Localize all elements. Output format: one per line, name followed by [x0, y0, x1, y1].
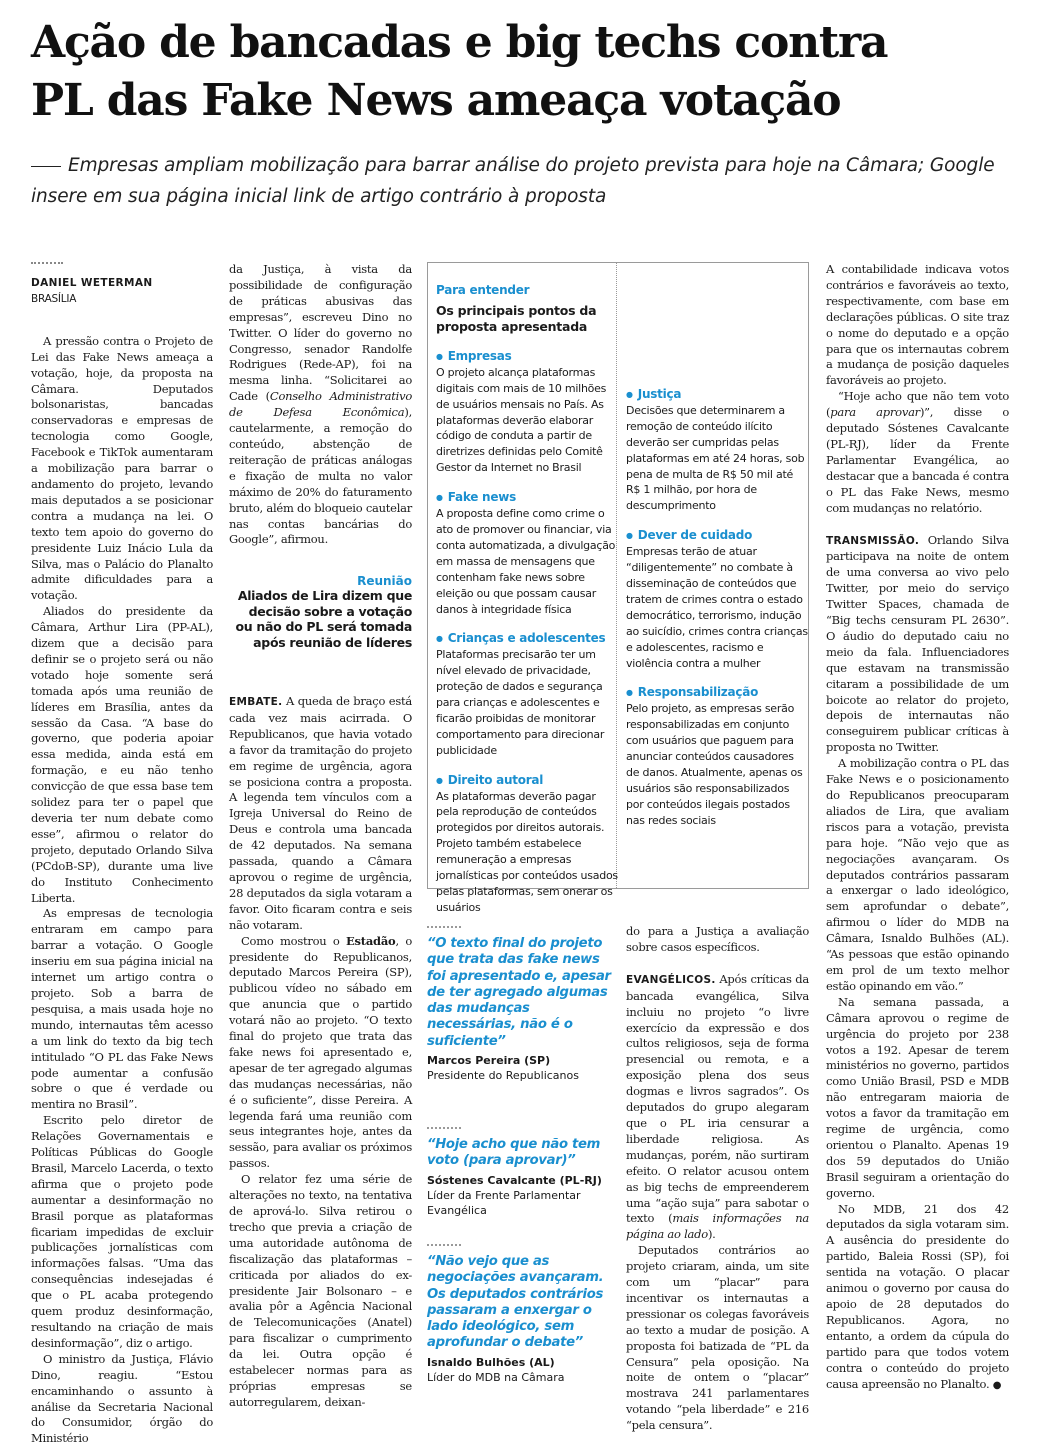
text-run-italic: para aprovar [830, 405, 920, 420]
text-run: , o presidente do Republicanos, deputado Marcos Pereira (SP), publicou vídeo no sábado em que anuncia que o partido votará não ao projeto. “O texto final do projeto que trata das fake news foi apresentado e, apesar de ter agregado algumas das mudanças necessárias, não é o suficiente”, disse Pereira. A legenda fará uma reunião com seus integrantes hoje, antes da sessão, para avaliar os próximos passos. [229, 933, 412, 1171]
column-2-top [229, 262, 412, 568]
paragraph: do para a Justiça a avaliação sobre casos específicos. [626, 924, 809, 954]
paragraph [826, 389, 1009, 516]
headline-line-2: PL das Fake News ameaça votação [31, 75, 841, 126]
column-2-bottom [229, 694, 412, 1432]
box-column-right [626, 269, 808, 829]
box-title: Os principais pontos da proposta apresentada [436, 302, 597, 334]
quote-role: Líder da Frente Parlamentar Evangélica [427, 1188, 581, 1217]
paragraph: O relator fez uma série de alterações no texto, na tentativa de aprová-lo. Silva retirou o trecho que previa a criação de uma autoridade autônoma de fiscalização das plataformas – criticada por aliados do ex-presidente Jair Bolsonaro – e avalia pôr a Agência Nacional de Telecomunicações (Anatel) para fiscalizar o cumprimento da lei. Outra opção é estabelecer normas para as próprias empresas se autorregularem, deixan- [229, 1172, 412, 1409]
box-section-text: O projeto alcança plataformas digitais com mais de 10 milhões de usuários mensais no País. As plataformas deverão elaborar código de conduta a partir de diretrizes definidas pelo Comitê Gestor da Internet no Brasil [436, 365, 607, 475]
box-section-title: ● Crianças e adolescentes [436, 631, 618, 647]
kicker-transmissao: TRANSMISSÃO. [826, 534, 920, 547]
deck-text: Empresas ampliam mobilização para barrar análise do projeto prevista para hoje na Câmara; Google insere em sua página inicial link de artigo contrário à proposta [31, 155, 995, 207]
quote-text: “Não vejo que as negociações avançaram. Os deputados contrários passaram a enxergar o lado ideológico, sem aprofundar o debate” [427, 1254, 604, 1351]
text-run: ). [707, 1227, 716, 1242]
paragraph: A pressão contra o Projeto de Lei das Fake News ameaça a votação, hoje, da proposta na Câmara. Deputados bolsonaristas, bancadas conservadoras e empresas de tecnologia como Google, Facebook e TikTok aumentaram a mobilização para barrar o andamento do projeto, levando mais deputados a se posicionar contra a mudança na lei. O texto tem apoio do governo do presidente Luiz Inácio Lula da Silva, mas o Palácio do Planalto admite dificuldades para a votação. [31, 333, 213, 603]
quote-author: Isnaldo Bulhões (AL) [427, 1355, 555, 1369]
byline-author: DANIEL WETERMAN [31, 277, 153, 289]
end-mark-icon: ● [992, 1379, 1002, 1391]
paragraph: O ministro da Justiça, Flávio Dino, reagiu. “Estou encaminhando o assunto à análise da Secretaria Nacional do Consumidor, órgão do Ministério [31, 1351, 213, 1446]
column-1 [31, 262, 213, 1446]
box-section-text: Empresas terão de atuar “diligentemente” no combate à disseminação de conteúdos que tratem de crimes contra o estado democrático, terrorismo, indução ao suicídio, crimes contra crianças e adolescentes, racismo e violência contra a mulher [626, 545, 808, 670]
paragraph [826, 1202, 1009, 1394]
box-section-text: Decisões que determinarem a remoção de conteúdo ilícito deverão ser cumpridas pelas plataformas em até 24 horas, sob pena de multa de R$ 50 mil até R$ 1 milhão, por hora de descumprimento [626, 403, 805, 513]
quote-dots [427, 1127, 461, 1129]
info-box-para-entender [427, 262, 809, 914]
quote-author: Sóstenes Cavalcante (PL-RJ) [427, 1173, 602, 1187]
box-section-text: As plataformas deverão pagar pela reprodução de conteúdos protegidos por direitos autorais. Projeto também estabelece remuneração a empresas jornalísticas por conteúdos usados pelas plataformas, sem onerar os usuários [436, 789, 618, 914]
text-run: “Hoje acho que não tem voto ( [826, 389, 1009, 420]
box-section-title: ● Empresas [436, 349, 618, 365]
box-section-title: ● Justiça [626, 387, 808, 403]
paragraph [229, 262, 412, 548]
paragraph: As empresas de tecnologia entraram em campo para barrar a votação. O Google inseriu em sua página inicial na internet um artigo contra o projeto. Sob a barra de pesquisa, a mais usada hoje no mundo, internautas têm acesso a um link do texto da big tech intitulado “O PL das Fake News pode aumentar a confusão sobre o que é verdade ou mentira no Brasil”. [31, 906, 213, 1112]
paragraph: Escrito pelo diretor de Relações Governamentais e Políticas Públicas do Google Brasil, Marcelo Lacerda, o texto afirma que o projeto pode aumentar a desinformação no Brasil porque as plataformas ficariam impedidas de excluir publicações jornalísticas com informações falsas. “Uma das consequências indesejadas é que o PL acaba protegendo quem produz desinformação, resultando na criação de mais desinformação”, diz o artigo. [31, 1113, 213, 1350]
byline-dots [31, 262, 63, 264]
text-run: Após críticas da bancada evangélica, Silva incluiu no projeto “o livre exercício da expressão e dos cultos religiosos, seja de forma presencial ou remota, e a exposição plena dos seus dogmas e livros sagrados”. Os deputados do grupo alegaram que o PL iria censurar a liberdade religiosa. As mudanças, porém, não surtiram efeito. O relator acusou ontem as big techs de empreenderem uma “ação suja” para sabotar o texto ( [626, 971, 809, 1226]
paragraph: Aliados do presidente da Câmara, Arthur Lira (PP-AL), dizem que a decisão para definir se o projeto será ou não votado hoje somente será tomada após uma reunião de líderes em Brasília, antes da sessão da Casa. “A base do governo, que poderia apoiar essa medida, ainda está em formação, e eu não tenho convicção de que essa base tem solidez para ter o papel que deveria ter num debate como esse”, afirmou o relator do projeto, deputado Orlando Silva (PCdoB-SP), durante uma live do Instituto Conhecimento Liberta. [31, 604, 213, 905]
box-section-text: Plataformas precisarão ter um nível elevado de privacidade, proteção de dados e segurança para crianças e adolescentes e ficarão proibidas de monitorar comportamento para direcionar publicidade [436, 648, 605, 757]
box-section-text: Pelo projeto, as empresas serão responsabilizadas em conjunto com usuários que paguem para anunciar conteúdos causadores de danos. Atualmente, apenas os usuários são responsabilizados por conteúdos ilegais postados nas redes sociais [626, 702, 803, 827]
paragraph [626, 972, 809, 1243]
sidebar-headline [229, 574, 412, 650]
kicker-embate: EMBATE. [229, 696, 283, 708]
quote-role: Líder do MDB na Câmara [427, 1370, 565, 1384]
quote-text: “O texto final do projeto que trata das fake news foi apresentado e, apesar de ter agregado algumas das mudanças necessárias, não é o suficiente” [427, 936, 611, 1049]
text-run-italic: Conselho Administrativo de Defesa Econômica [229, 389, 412, 420]
text-run-bold: Estadão [346, 933, 396, 948]
paragraph [826, 533, 1009, 757]
quote-dots [427, 1244, 461, 1246]
headline [31, 14, 1021, 130]
box-section-title: ● Fake news [436, 490, 618, 506]
box-section-title: ● Responsabilização [626, 685, 808, 701]
paragraph: A contabilidade indicava votos contrários e favoráveis ao texto, respectivamente, com base em declarações públicas. O site traz o nome do deputado e a opção para que os internautas cobrem a mudança de posição daqueles favoráveis ao projeto. [826, 262, 1009, 388]
box-tag: Para entender [436, 283, 530, 297]
pull-quote-3 [427, 1244, 617, 1385]
sidebar-text: Aliados de Lira dizem que decisão sobre a votação ou não do PL será tomada após reunião de líderes [235, 588, 412, 650]
box-section-title: ● Direito autoral [436, 773, 618, 789]
text-run: A queda de braço está cada vez mais acirrada. O Republicanos, que havia votado a favor da tramitação do projeto em regime de urgência, agora se posiciona contra a proposta. A legenda tem vínculos com a Igreja Universal do Reino de Deus e controla uma bancada de 42 deputados. Na semana passada, quando a Câmara aprovou o regime de urgência, 28 deputados da sigla votaram a favor. Oito ficaram contra e seis não votaram. [229, 694, 412, 932]
text-run: Como mostrou o [241, 933, 347, 948]
column-5 [826, 262, 1009, 1432]
paragraph [229, 694, 412, 934]
quote-text: “Hoje acho que não tem voto (para aprovar)” [427, 1137, 601, 1169]
text-run-italic: mais informações na página ao lado [626, 1211, 809, 1242]
kicker-evangelicos: EVANGÉLICOS. [626, 973, 716, 986]
paragraph: A mobilização contra o PL das Fake News e o posicionamento do Republicanos preocuparam aliados de Lira, que avaliam riscos para a votação, prevista para hoje. “Não vejo que as negociações avançaram. Os deputados contrários passaram a enxergar o lado ideológico, sem aprofundar o debate”, afirmou o líder do MDB na Câmara, Isnaldo Bulhões (AL). “As pessoas que estão opinando em prol de um texto melhor estão opinando em vão.” [826, 756, 1009, 993]
text-run: da Justiça, à vista da possibilidade de configuração de práticas abusivas das empresas”, escreveu Dino no Twitter. O líder do governo no Congresso, senador Randolfe Rodrigues (Rede-AP), foi na mesma linha. “Solicitarei ao Cade ( [229, 262, 412, 404]
box-section-title: ● Dever de cuidado [626, 528, 808, 544]
paragraph [229, 934, 412, 1173]
box-column-left [436, 283, 618, 916]
text-run: No MDB, 21 dos 42 deputados da sigla votaram sim. A ausência do presidente do partido, Baleia Rossi (SP), foi sentida na votação. O placar animou o governo por causa do apoio de 28 deputados do Republicanos. Agora, no entanto, a ordem da cúpula do partido para que todos votem contra o conteúdo do projeto causa apreensão no Planalto. [826, 1201, 1009, 1391]
pull-quote-1 [427, 926, 617, 1083]
quote-dots [427, 926, 461, 928]
sidebar-label: Reunião [357, 574, 412, 588]
box-section-text: A proposta define como crime o ato de promover ou financiar, via conta automatizada, a divulgação em massa de mensagens que contenham fake news sobre eleição ou que possam causar danos à integridade física [436, 507, 616, 616]
pull-quote-2 [427, 1127, 617, 1218]
deck-subheadline [31, 150, 1021, 212]
text-run: ), cautelarmente, a remoção do conteúdo, abstenção de reiteração de práticas análogas e fixação de multa no valor máximo de 20% do faturamento bruto, além do bloqueio cautelar nas contas bancárias do Google”, afirmou. [229, 405, 412, 547]
quote-author: Marcos Pereira (SP) [427, 1054, 551, 1068]
paragraph: Deputados contrários ao projeto criaram, ainda, um site com um “placar” para incentivar os internautas a pressionar os colegas favoráveis ao texto a mudar de posição. A proposta foi batizada de “PL da Censura” pela oposição. Na noite de ontem o “placar” mostrava 241 parlamentares votando “pela liberdade” e 216 “pela censura”. [626, 1243, 809, 1433]
column-4 [626, 924, 809, 1432]
text-run: Orlando Silva participava na noite de ontem de uma conversa ao vivo pelo Twitter, por meio do serviço Twitter Spaces, chamada de “Big techs censuram PL 2630”. O áudio do deputado caiu no meio da fala. Influenciadores que estavam na transmissão citaram a possibilidade de um boicote ao relator do projeto, depois de internautas não conseguirem publicar críticas à proposta no Twitter. [826, 532, 1009, 755]
text-run: )”, disse o deputado Sóstenes Cavalcante (PL-RJ), líder da Frente Parlamentar Evangélica, ao destacar que a bancada é contra o PL das Fake News, mesmo com mudanças no relatório. [826, 405, 1010, 515]
headline-line-1: Ação de bancadas e big techs contra [31, 17, 888, 68]
byline-place: BRASÍLIA [31, 292, 77, 305]
deck-rule [31, 166, 61, 167]
paragraph: Na semana passada, a Câmara aprovou o regime de urgência do projeto por 238 votos a 192. Apesar de terem ministérios no governo, partidos como União Brasil, PSD e MDB não entregaram maioria de votos a favor da tramitação em regime de urgência, como orientou o Planalto. Apenas 19 dos 59 deputados do União Brasil seguiram a orientação do governo. [826, 994, 1009, 1200]
quote-role: Presidente do Republicanos [427, 1069, 579, 1083]
